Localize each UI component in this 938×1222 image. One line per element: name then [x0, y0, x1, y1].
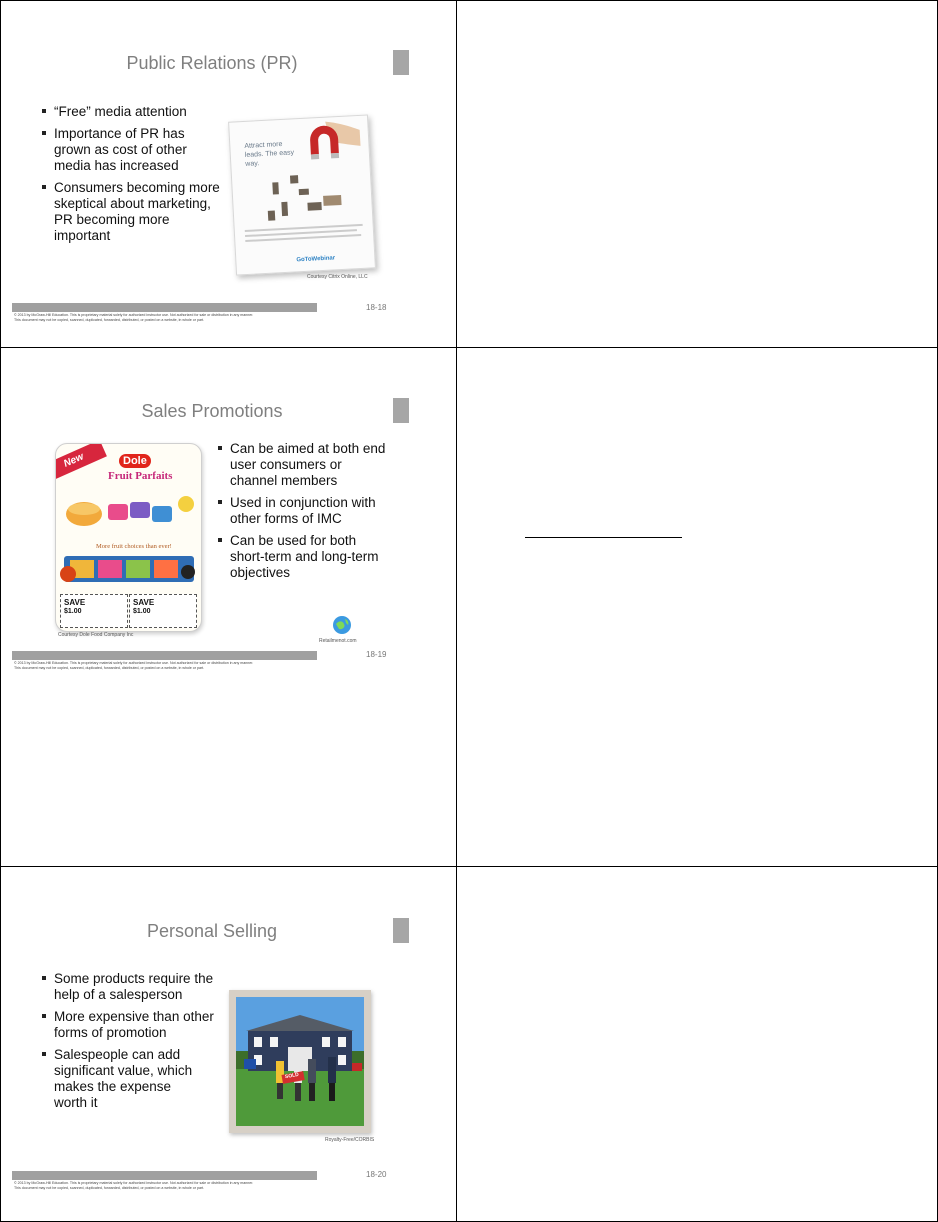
house-sold-photo — [229, 990, 371, 1133]
slide-personal-selling — [0, 0, 456, 1222]
footer-copyright — [14, 1181, 344, 1191]
bullet-item: Used in conjunction with other forms of IMC — [218, 495, 390, 527]
bullet-item: Consumers becoming more skeptical about marketing, PR becoming more important — [42, 180, 222, 244]
bullet-item: Salespeople can add significant value, which makes the expense worth it — [42, 1047, 204, 1111]
coupon-amount: $1.00 — [64, 608, 82, 615]
ad-product: Fruit Parfaits — [108, 470, 173, 482]
footer-line-2: This document may not be copied, scanned, duplicated, forwarded, distributed, or posted on a website, in whole or part. — [14, 666, 205, 670]
ad-brand: GoToWebinar — [296, 255, 336, 264]
ad-tagline: More fruit choices than ever! — [96, 543, 172, 550]
footer-line-1: © 2013 by McGraw-Hill Education. This is proprietary material solely for authorized instructor use. Not authorized for sale or distribution in any manner. — [14, 1181, 254, 1185]
bullet-item: More expensive than other forms of promotion — [42, 1009, 218, 1041]
slide-title: Public Relations (PR) — [126, 53, 298, 73]
footer-line-1: © 2013 by McGraw-Hill Education. This is proprietary material solely for authorized instructor use. Not authorized for sale or distribution in any manner. — [14, 313, 254, 317]
slide-title-tab — [393, 918, 409, 943]
bullet-item: “Free” media attention — [42, 104, 222, 120]
house-scene-image — [236, 997, 364, 1126]
image-credit: Courtesy Citrix Online, LLC — [307, 274, 368, 280]
slide-number: 18-18 — [366, 303, 387, 312]
bullet-item: Some products require the help of a salesperson — [42, 971, 218, 1003]
coupon-amount: $1.00 — [133, 608, 151, 615]
footer-line-2: This document may not be copied, scanned, duplicated, forwarded, distributed, or posted on a website, in whole or part. — [14, 318, 205, 322]
image-credit: Royalty-Free/CORBIS — [325, 1137, 375, 1143]
ad-headline: Attract more leads. The easy way. — [244, 140, 295, 168]
notes-line — [525, 537, 682, 538]
slide-number: 18-20 — [366, 1170, 387, 1179]
ad-brand: Dole — [119, 454, 151, 468]
footer-line-1: © 2013 by McGraw-Hill Education. This is proprietary material solely for authorized instructor use. Not authorized for sale or distribution in any manner. — [14, 661, 254, 665]
bullet-list — [42, 971, 218, 1117]
column-divider — [456, 0, 457, 1222]
logo-caption: Retailmenot.com — [319, 638, 357, 644]
footer-line-2: This document may not be copied, scanned, duplicated, forwarded, distributed, or posted on a website, in whole or part. — [14, 1186, 205, 1190]
sold-sign-text: SOLD — [284, 1071, 300, 1081]
ad-new-ribbon: New — [55, 443, 107, 482]
bullet-item: Importance of PR has grown as cost of other media has increased — [42, 126, 222, 174]
footer-bar — [12, 1171, 317, 1180]
coupon-save-label: SAVE — [64, 598, 86, 607]
slide-title: Personal Selling — [146, 921, 278, 941]
bullet-item: Can be aimed at both end user consumers or channel members — [218, 441, 390, 489]
image-credit: Courtesy Dole Food Company Inc — [58, 632, 134, 638]
bullet-item: Can be used for both short-term and long-term objectives — [218, 533, 390, 581]
coupon-save-label: SAVE — [133, 598, 155, 607]
slide-title: Sales Promotions — [141, 401, 283, 421]
slide-number: 18-19 — [366, 650, 387, 659]
